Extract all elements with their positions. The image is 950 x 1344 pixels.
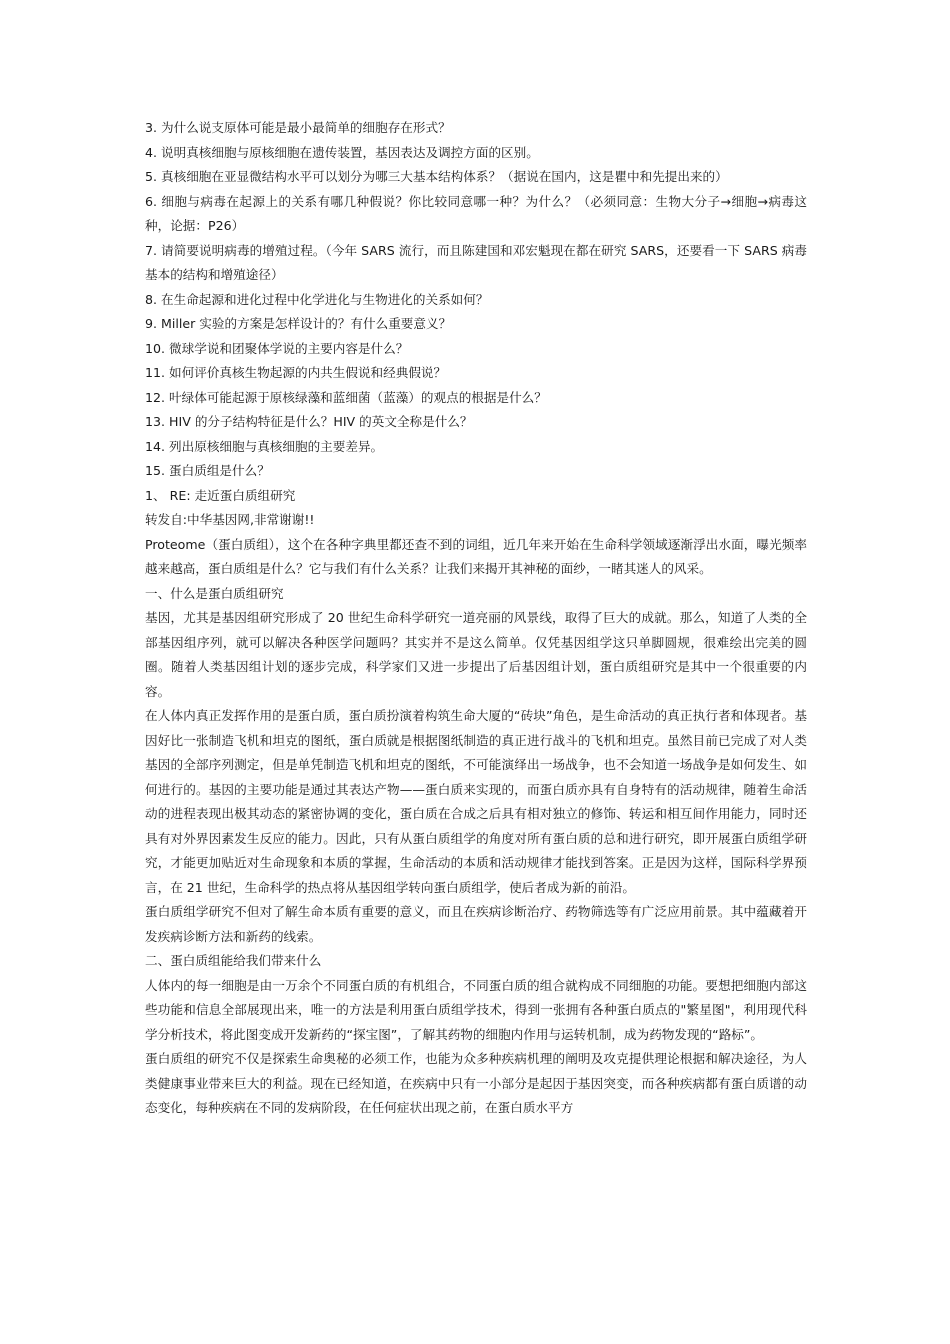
- article: [145, 484, 807, 1121]
- question-item: 9. Miller 实验的方案是怎样设计的？有什么重要意义？: [145, 316, 452, 331]
- article-intro: Proteome（蛋白质组），这个在各种字典里都还查不到的词组，近几年来开始在生命科学领域逐渐浮出水面，曝光频率越来越高，蛋白质组是什么？它与我们有什么关系？让我们来揭开其神秘的面纱，一睹其迷人的风采。: [145, 536, 807, 576]
- question-item: 4. 说明真核细胞与原核细胞在遗传装置，基因表达及调控方面的区别。: [145, 144, 539, 160]
- question-item: 7. 请简要说明病毒的增殖过程。（今年 SARS 流行，而且陈建国和邓宏魁现在都在研究 SARS，还要看一下 SARS 病毒基本的结构和增殖途径）: [145, 242, 807, 282]
- question-list: [145, 116, 807, 484]
- question-item: 12. 叶绿体可能起源于原核绿藻和蓝细菌（蓝藻）的观点的根据是什么？: [145, 389, 547, 405]
- question-item: 15. 蛋白质组是什么？: [145, 463, 270, 478]
- section-paragraph: 蛋白质组的研究不仅是探索生命奥秘的必须工作，也能为众多种疾病机理的阐明及攻克提供理论根据和解决途径，为人类健康事业带来巨大的利益。现在已经知道，在疾病中只有一小部分是起因于基因突变，而各种疾病都有蛋白质谱的动态变化，每种疾病在不同的发病阶段，在任何症状出现之前，在蛋白质水平方: [145, 1051, 807, 1115]
- article-title: 1、 RE: 走近蛋白质组研究: [145, 487, 296, 503]
- question-item: 13. HIV 的分子结构特征是什么？HIV 的英文全称是什么？: [145, 414, 473, 429]
- section-paragraph: 人体内的每一细胞是由一万余个不同蛋白质的有机组合，不同蛋白质的组合就构成不同细胞的功能。要想把细胞内部这些功能和信息全部展现出来，唯一的方法是利用蛋白质组学技术，得到一张拥有各种蛋白质点的"繁星图"，利用现代科学分析技术，将此图变成开发新药的“探宝图”，了解其药物的细胞内作用与运转机制，成为药物发现的“路标”。: [145, 977, 807, 1042]
- article-source: 转发自:中华基因网,非常谢谢!!: [145, 512, 315, 527]
- question-item: 11. 如何评价真核生物起源的内共生假说和经典假说？: [145, 365, 447, 380]
- document-page: [145, 116, 807, 1121]
- question-item: 14. 列出原核细胞与真核细胞的主要差异。: [145, 438, 384, 454]
- question-item: 8. 在生命起源和进化过程中化学进化与生物进化的关系如何？: [145, 291, 489, 307]
- question-item: 5. 真核细胞在亚显微结构水平可以划分为哪三大基本结构体系？（据说在国内，这是瞿中和先提出来的）: [145, 169, 728, 184]
- section-heading: 一、什么是蛋白质组研究: [145, 585, 284, 601]
- question-item: 10. 微球学说和团聚体学说的主要内容是什么？: [145, 340, 409, 356]
- section-paragraph: 基因，尤其是基因组研究形成了 20 世纪生命科学研究一道亮丽的风景线，取得了巨大的成就。那么，知道了人类的全部基因组序列，就可以解决各种医学问题吗？其实并不是这么简单。仅凭基因组学这只单脚圆规，很难绘出完美的圆圈。随着人类基因组计划的逐步完成，科学家们又进一步提出了后基因组计划，蛋白质组研究是其中一个很重要的内容。: [145, 610, 807, 699]
- question-item: 3. 为什么说支原体可能是最小最简单的细胞存在形式？: [145, 120, 451, 135]
- question-item: 6. 细胞与病毒在起源上的关系有哪几种假说？你比较同意哪一种？为什么？（必须同意：生物大分子→细胞→病毒这种，论据：P26）: [145, 193, 807, 233]
- section-paragraph: 在人体内真正发挥作用的是蛋白质，蛋白质扮演着构筑生命大厦的“砖块”角色，是生命活动的真正执行者和体现者。基因好比一张制造飞机和坦克的图纸，蛋白质就是根据图纸制造的真正进行战斗的飞机和坦克。虽然目前已完成了对人类基因的全部序列测定，但是单凭制造飞机和坦克的图纸，不可能演绎出一场战争，也不会知道一场战争是如何发生、如何进行的。基因的主要功能是通过其表达产物——蛋白质来实现的，而蛋白质亦具有自身特有的活动规律，随着生命活动的进程表现出极其动态的紧密协调的变化，蛋白质在合成之后具有相对独立的修饰、转运和相互间作用能力，同时还具有对外界因素发生反应的能力。因此，只有从蛋白质组学的角度对所有蛋白质的总和进行研究，即开展蛋白质组学研究，才能更加贴近对生命现象和本质的掌握，生命活动的本质和活动规律才能找到答案。正是因为这样，国际科学界预言，在 21 世纪，生命科学的热点将从基因组学转向蛋白质组学，使后者成为新的前沿。: [145, 708, 807, 895]
- section-heading: 二、蛋白质组能给我们带来什么: [145, 953, 322, 968]
- section-paragraph: 蛋白质组学研究不但对了解生命本质有重要的意义，而且在疾病诊断治疗、药物筛选等有广泛应用前景。其中蕴藏着开发疾病诊断方法和新药的线索。: [145, 904, 807, 944]
